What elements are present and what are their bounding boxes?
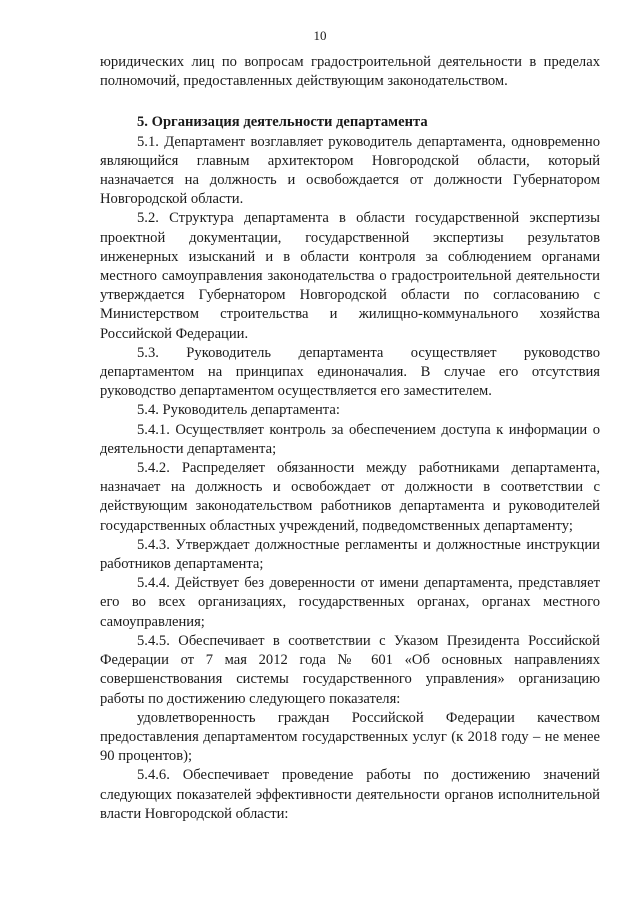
paragraph-continuation: юридических лиц по вопросам градостроительной деятельности в пределах полномочий, предоставленных действующим законодательством. [100,54,600,90]
paragraph-5-4-3: 5.4.3. Утверждает должностные регламенты и должностные инструкции работников департамента; [100,536,600,573]
paragraph-5-4-2: 5.4.2. Распределяет обязанности между работниками департамента, назначает на должность и освобождает от должности в соответствии с действующим законодательством работников департамента и руководителей государственных областных учреждений, подведомственных департаменту; [100,460,600,534]
section-heading: 5. Организация деятельности департамента [137,114,428,131]
paragraph-5-4-4: 5.4.4. Действует без доверенности от имени департамента, представляет его во всех организациях, государственных органах, органах местного самоуправления; [100,575,600,630]
paragraph-5-1: 5.1. Департамент возглавляет руководитель департамента, одновременно являющийся главным архитектором Новгородской области, который назначается на должность и освобождается от должности Губернатором Новгородской области. [100,133,600,208]
page-number: 10 [313,28,327,43]
paragraph-5-4-5: 5.4.5. Обеспечивает в соответствии с Указом Президента Российской Федерации от 7 мая 2012 года № 601 «Об основных направлениях совершенствования системы государственного управления» организацию работы по достижению следующего показателя: [100,632,600,707]
paragraph-5-4-6: 5.4.6. Обеспечивает проведение работы по достижению значений следующих показателей эффективности деятельности органов исполнительной власти Новгородской области: [100,767,600,822]
document-body [100,53,600,824]
paragraph-5-2: 5.2. Структура департамента в области государственной экспертизы проектной документации, государственной экспертизы результатов инженерных изысканий и в области контроля за соблюдением органами местного самоуправления законодательства о градостроительной деятельности утверждается Губернатором Новгородской области по согласованию с Министерством строительства и жилищно-коммунального хозяйства Российской Федерации. [100,210,600,342]
paragraph-indicator: удовлетворенность граждан Российской Федерации качеством предоставления департаментом государственных услуг (к 2018 году – не менее 90 процентов); [100,709,600,765]
paragraph-5-4-1: 5.4.1. Осуществляет контроль за обеспечением доступа к информации о деятельности департамента; [100,421,600,457]
paragraph-5-3: 5.3. Руководитель департамента осуществляет руководство департаментом на принципах единоначалия. В случае его отсутствия руководство департаментом осуществляется его заместителем. [100,344,600,400]
paragraph-5-4: 5.4. Руководитель департамента: [137,402,340,419]
